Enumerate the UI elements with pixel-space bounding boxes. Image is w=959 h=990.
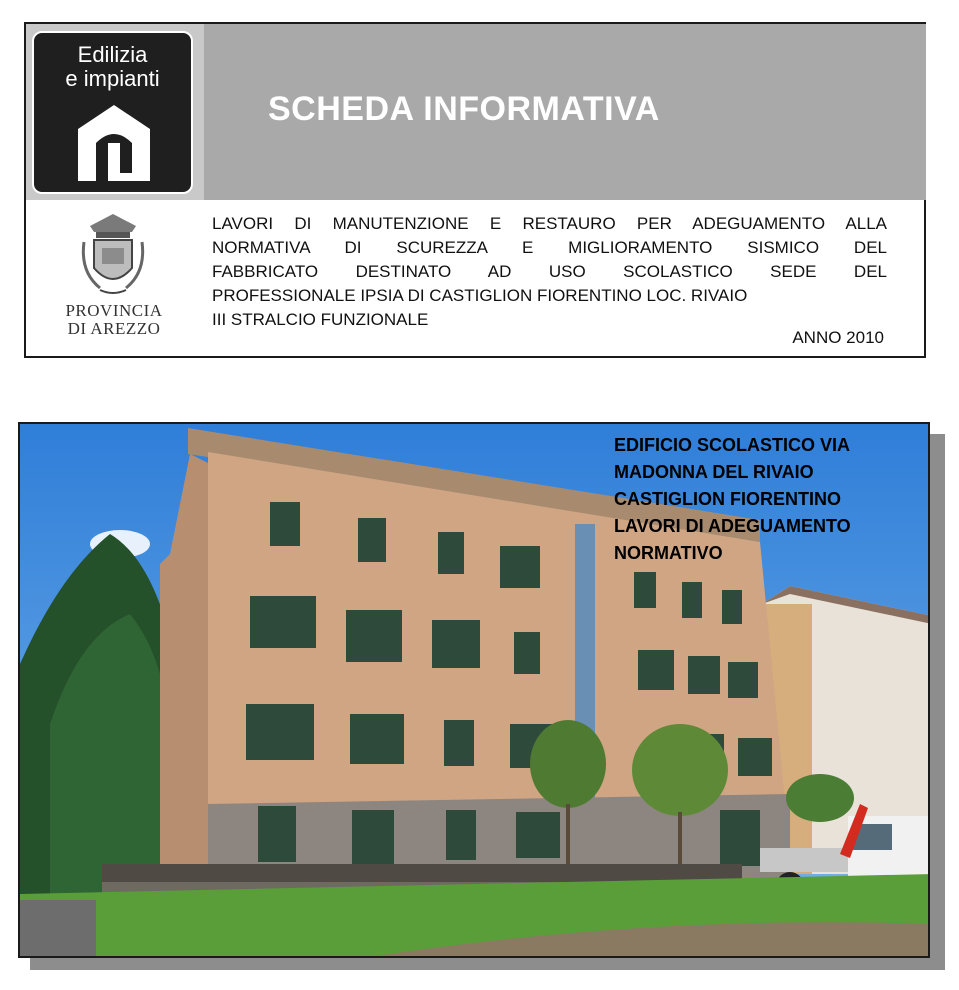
province-line-2: DI AREZZO (67, 319, 161, 338)
caption-line-5: NORMATIVO (614, 543, 723, 563)
page-title: SCHEDA INFORMATIVA (268, 90, 660, 128)
caption-line-4: LAVORI DI ADEGUAMENTO (614, 516, 851, 536)
description-line-5: III STRALCIO FUNZIONALE (212, 310, 429, 329)
description-line-3: FABBRICATO DESTINATO AD USO SCOLASTICO SEDE DEL (212, 262, 887, 281)
edilizia-logo (32, 31, 193, 194)
caption-line-3: CASTIGLION FIORENTINO (614, 489, 841, 509)
header-box (24, 22, 926, 358)
caption-line-2: MADONNA DEL RIVAIO (614, 462, 814, 482)
province-name (36, 302, 192, 338)
logo-line-2: e impianti (65, 66, 160, 91)
province-emblem (36, 212, 192, 352)
title-band (204, 24, 926, 200)
crest-icon (80, 212, 146, 298)
logo-text (34, 43, 191, 91)
description-line-1: LAVORI DI MANUTENZIONE E RESTAURO PER ADEGUAMENTO ALLA (212, 214, 887, 233)
logo-line-1: Edilizia (77, 42, 148, 67)
description-line-4: PROFESSIONALE IPSIA DI CASTIGLION FIORENTINO LOC. RIVAIO (212, 286, 748, 305)
photo-caption (614, 432, 851, 567)
province-line-1: PROVINCIA (65, 301, 163, 320)
description-line-2: NORMATIVA DI SCUREZZA E MIGLIORAMENTO SISMICO DEL (212, 238, 887, 257)
caption-line-1: EDIFICIO SCOLASTICO VIA (614, 435, 851, 455)
house-icon (76, 103, 152, 183)
project-year: ANNO 2010 (792, 328, 884, 347)
project-description (212, 212, 887, 332)
logo-panel (26, 24, 204, 200)
building-photo (18, 422, 930, 958)
